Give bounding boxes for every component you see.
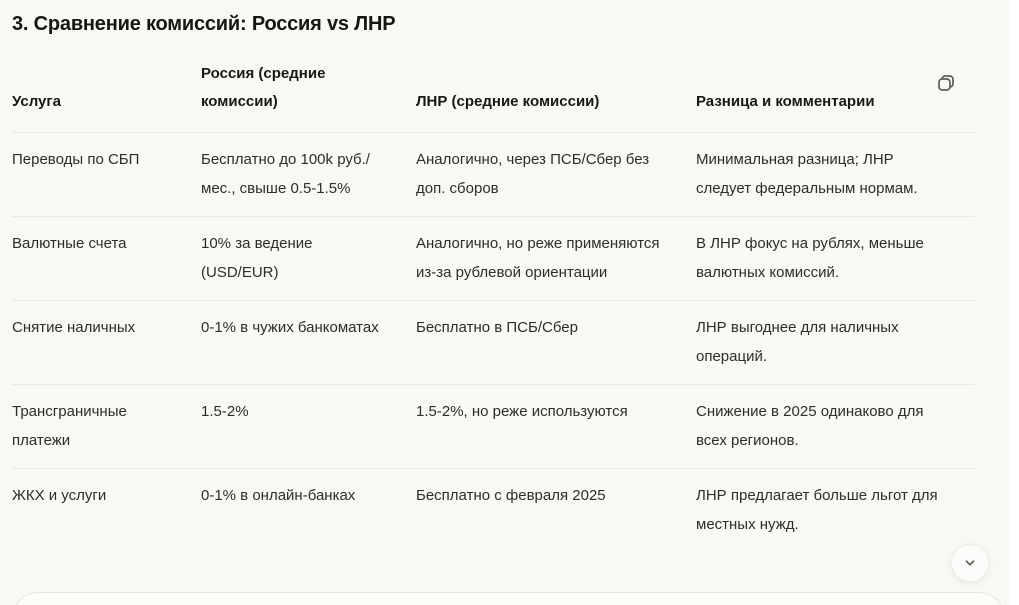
- table-cell: 1.5-2%: [201, 385, 416, 469]
- table-cell: 10% за ведение (USD/EUR): [201, 217, 416, 301]
- table-cell: Трансграничные платежи: [12, 385, 201, 469]
- column-header-difference: Разница и комментарии: [696, 93, 875, 110]
- table-row: [12, 133, 975, 217]
- page-title: 3. Сравнение комиссий: Россия vs ЛНР: [12, 13, 396, 35]
- table-cell: Бесплатно в ПСБ/Сбер: [416, 301, 696, 385]
- table-cell: Снятие наличных: [12, 301, 201, 385]
- table-cell: Бесплатно с февраля 2025: [416, 469, 696, 553]
- table-cell: Аналогично, через ПСБ/Сбер без доп. сборов: [416, 133, 696, 217]
- table-cell: 1.5-2%, но реже используются: [416, 385, 696, 469]
- table-row: [12, 301, 975, 385]
- table-cell: ЛНР выгоднее для наличных операций.: [696, 301, 975, 385]
- chevron-down-icon: [962, 555, 978, 571]
- comparison-table: [12, 54, 975, 552]
- table-cell: Валютные счета: [12, 217, 201, 301]
- table-cell: ЛНР предлагает больше льгот для местных нужд.: [696, 469, 975, 553]
- table-row: [12, 385, 975, 469]
- table-cell: ЖКХ и услуги: [12, 469, 201, 553]
- table-cell: Снижение в 2025 одинаково для всех регионов.: [696, 385, 975, 469]
- table-cell: Бесплатно до 100k руб./мес., свыше 0.5-1.5%: [201, 133, 416, 217]
- column-header-service: Услуга: [12, 93, 61, 110]
- table-cell: В ЛНР фокус на рублях, меньше валютных комиссий.: [696, 217, 975, 301]
- table-cell: 0-1% в онлайн-банках: [201, 469, 416, 553]
- right-edge: [1009, 0, 1019, 605]
- table-row: [12, 217, 975, 301]
- table-header-row: [12, 54, 975, 133]
- table-cell: 0-1% в чужих банкоматах: [201, 301, 416, 385]
- column-header-lnr: ЛНР (средние комиссии): [416, 93, 600, 110]
- table-cell: Минимальная разница; ЛНР следует федеральным нормам.: [696, 133, 975, 217]
- message-input-container[interactable]: [12, 592, 1005, 605]
- column-header-russia: Россия (средние комиссии): [201, 65, 326, 110]
- table-row: [12, 469, 975, 553]
- table-cell: Аналогично, но реже применяются из-за рублевой ориентации: [416, 217, 696, 301]
- scroll-to-bottom-button[interactable]: [951, 544, 989, 582]
- table-cell: Переводы по СБП: [12, 133, 201, 217]
